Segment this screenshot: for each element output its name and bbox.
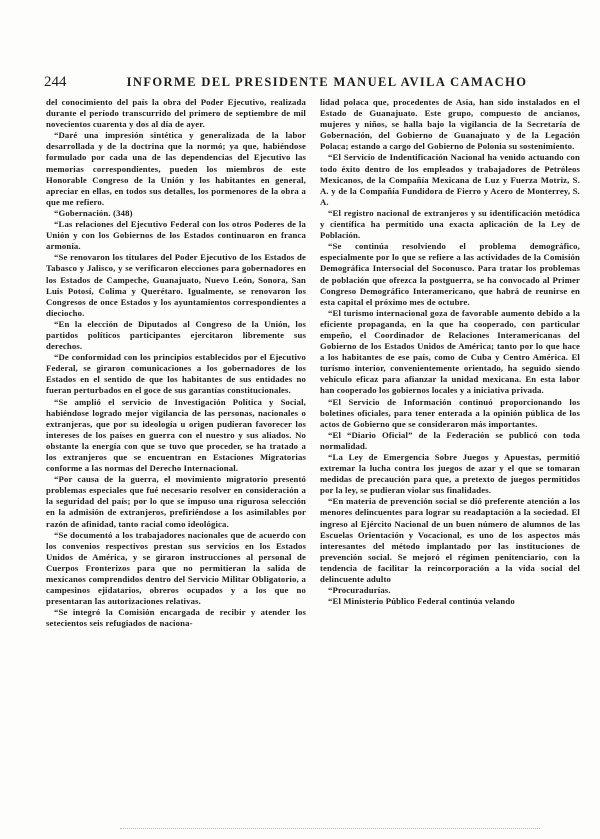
paragraph: “La Ley de Emergencia Sobre Juegos y Apuestas, permitió extremar la lucha contra los juegos de azar y el que se tomaran medidas de precaución para que, a pretexto de juegos permitidos por la ley, se pudieran violar sus finalidades. [320,452,580,496]
paragraph: “En la elección de Diputados al Congreso de la Unión, los partidos políticos participantes ejercitaron libremente sus derechos. [46,318,306,352]
paragraph: “Se integró la Comisión encargada de recibir y atender los setecientos seis refugiados de naciona- [46,607,306,629]
text-columns [46,97,580,827]
running-head: INFORME DEL PRESIDENTE MANUEL AVILA CAMACHO [126,75,528,89]
paragraph: del conocimiento del país la obra del Poder Ejecutivo, realizada durante el período transcurrido del primero de septiembre de mil novecientos cuarenta y dos al día de ayer. [46,97,306,130]
page-header [44,74,580,96]
paragraph: “Se continúa resolviendo el problema demográfico, especialmente por lo que se refiere a las actividades de la Comisión Demográfica Intersocial del Soconusco. Para tratar los problemas de población que ofrezca la postguerra, se ha convocado al Primer Congreso Demográfico Interamericano, que habrá de reunirse en esta capital el próximo mes de octubre. [320,241,580,307]
paragraph: “El Servicio de Información continuó proporcionando los boletines oficiales, para tener enterada a la opinión pública de los actos de Gobierno que se consideraron más importantes. [320,396,580,429]
page-number: 244 [44,74,67,90]
paragraph: “El Ministerio Público Federal continúa velando [328,596,515,607]
paragraph: “Las relaciones del Ejecutivo Federal con los otros Poderes de la Unión y con los Gobiernos de los Estados continuaron en franca armonía. [46,219,306,252]
paragraph: “El “Diario Oficial” de la Federación se publicó con toda normalidad. [320,429,580,451]
bottom-rule [120,828,540,829]
paragraph: “El registro nacional de extranjeros y su identificación metódica y científica ha permitido una exacta aplicación de la Ley de Población. [320,207,580,241]
left-column [46,97,306,827]
paragraph: “Por causa de la guerra, el movimiento migratorio presentó problemas especiales que fué necesario resolver en consideración a la seguridad del país; por lo que se impuso una rigurosa selección en la admisión de extranjeros, prefiriéndose a los asimilables por razón de afinidad, tanto racial como ideológica. [46,474,306,529]
paragraph: “El turismo internacional goza de favorable aumento debido a la eficiente propaganda, en la que ha cooperado, con particular empeño, el Coordinador de Relaciones Interamericanas del Gobierno de los Estados Unidos de América; tanto por lo que hace a los habitantes de ese país, como de Cuba y Centro América. El turismo interior, convenientemente orientado, ha seguido siendo vehículo eficaz para afianzar la unidad mexicana. En esta labor han cooperado los gobiernos locales y a iniciativa privada. [320,307,580,396]
paragraph: “El Servicio de Indentificación Nacional ha venido actuando con todo éxito dentro de los empleados y trabajadores de Petróleos Mexicanos, de la Compañía Mexicana de Luz y Fuerza Motriz, S. A. y de la Compañía Fundidora de Fierro y Acero de Monterrey, S. A. [320,152,580,207]
section-heading: “Gobernación. (348) [54,207,133,218]
paragraph: “Se renovaron los titulares del Poder Ejecutivo de los Estados de Tabasco y Jalisco, y se verificaron elecciones para gobernadores en los Estados de Campeche, Guanajuato, Nuevo León, Sonora, San Luis Potosí, Colima y Querétaro. Igualmente, se renovaron los Congresos de once Estados y los ayuntamientos correspondientes a dieciocho. [46,252,306,318]
paragraph: “Se amplió el servicio de Investigación Política y Social, habiéndose logrado mejor vigilancia de las personas, nacionales o extranjeras, que por su ideología u origen pudieran favorecer los intereses de los países en guerra con el nuestro y sus aliados. No obstante la energía con que se tuvo que proceder, se ha tratado a los extranjeros que se encuentran en Estaciones Migratorias conforme a las normas del Derecho Internacional. [46,396,306,474]
paragraph: “De conformidad con los principios establecidos por el Ejecutivo Federal, se giraron comunicaciones a los gobernadores de los Estados en el sentido de que los habitantes de sus entidades no fueran perturbados en el goce de sus garantías constitucionales. [46,352,306,396]
paragraph: “Se documentó a los trabajadores nacionales que de acuerdo con los convenios respectivos prestan sus servicios en los Estados Unidos de América, y se giraron instrucciones al personal de Cuerpos Fronterizos para que no permitieran la salida de mexicanos comprendidos dentro del Servicio Militar Obligatorio, a campesinos ejidatarios, obreros ocupados y a los que no presentaran las autorizaciones relativas. [46,529,306,607]
paragraph: “Daré una impresión sintética y generalizada de la labor desarrollada y de la doctrina que la normó; ya que, habiéndose formulado por cada una de las dependencias del Ejecutivo las memorias correspondientes, pueden los miembros de este Honorable Congreso de la Unión y los habitantes en general, apreciar en ellas, en todos sus detalles, los pormenores de la obra a que me refiero. [46,130,306,207]
section-heading: “Procuradurías. [328,585,391,596]
right-column [320,97,580,827]
paragraph: lidad polaca que, procedentes de Asia, han sido instalados en el Estado de Guanajuato. Este grupo, compuesto de ancianos, mujeres y niños, se halla bajo la vigilancia de la Secretaría de Gobernación, del Gobierno de Guanajuato y de la Legación Polaca; estando a cargo del Gobierno de Polonia su sostenimiento. [320,97,580,152]
paragraph: “En materia de prevención social se dió preferente atención a los menores delincuentes para lograr su readaptación a la sociedad. El ingreso al Ejército Nacional de un buen número de alumnos de las Escuelas Orientación y Vocacional, es uno de los aspectos más interesantes del método implantado por las instituciones de prevención social. Se mejoró el régimen penitenciario, con la tendencia de facilitar la reincorporación a la vida social del delincuente adulto [320,496,580,585]
